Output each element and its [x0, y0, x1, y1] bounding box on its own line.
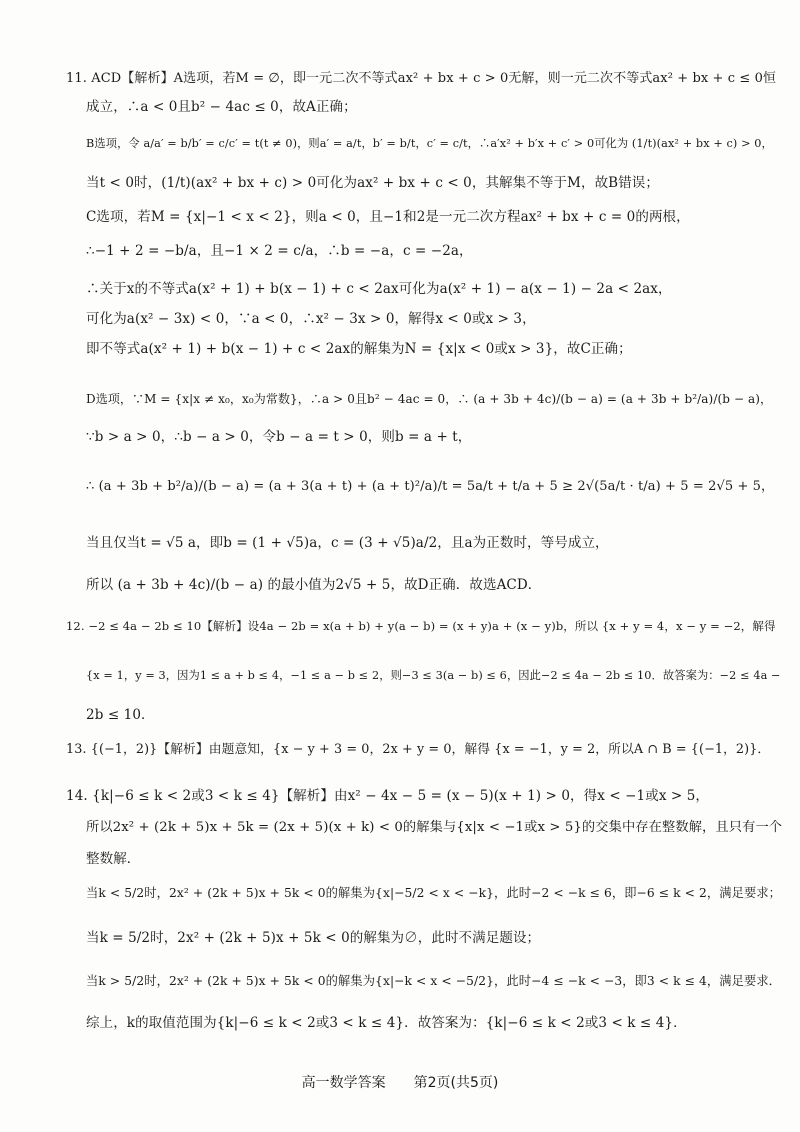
- q13-line-1: 13. {(−1，2)}【解析】由题意知，{x − y + 3 = 0，2x + y = 0，解得 {x = −1，y = 2，所以A ∩ B = {(−1，2)}．: [66, 742, 771, 757]
- q14-line-6: 当k > 5/2时，2x² + (2k + 5)x + 5k < 0的解集为{x|−k < x < −5/2}，此时−4 ≤ −k < −3，即3 < k ≤ 4，满足要求．: [86, 974, 782, 988]
- q12-line-2: {x = 1，y = 3，因为1 ≤ a + b ≤ 4，−1 ≤ a − b ≤ 2，则−3 ≤ 3(a − b) ≤ 6，因此−2 ≤ 4a − 2b ≤ 10．故答案为：−2 ≤ 4a −: [86, 669, 781, 682]
- q11-line-3: B选项，令 a/a′ = b/b′ = c/c′ = t(t ≠ 0)，则a′ = a/t，b′ = b/t，c′ = c/t，∴a′x² + b′x + c′ > 0可化为 (1/t)(ax² + bx + c) > 0，: [86, 137, 773, 150]
- page-footer: 高一数学答案 第2页(共5页): [301, 1075, 499, 1091]
- q14-line-3: 整数解．: [86, 851, 141, 867]
- q11-line-5: C选项，若M = {x|−1 < x < 2}，则a < 0，且−1和2是一元二次方程ax² + bx + c = 0的两根，: [86, 209, 690, 225]
- q14-line-2: 所以2x² + (2k + 5)x + 5k = (2x + 5)(x + k) < 0的解集与{x|x < −1或x > 5}的交集中存在整数解，且只有一个: [86, 820, 783, 835]
- q12-line-1: 12. −2 ≤ 4a − 2b ≤ 10【解析】设4a − 2b = x(a + b) + y(a − b) = (x + y)a + (x − y)b，所以 {x + y = 4，x − y = −2，解得: [66, 619, 776, 633]
- q11-line-4: 当t < 0时，(1/t)(ax² + bx + c) > 0可化为ax² + bx + c < 0，其解集不等于M，故B错误；: [86, 175, 660, 191]
- q14-line-7: 综上，k的取值范围为{k|−6 ≤ k < 2或3 < k ≤ 4}．故答案为：{k|−6 ≤ k < 2或3 < k ≤ 4}．: [86, 1015, 687, 1031]
- q11-line-11: ∵b > a > 0，∴b − a > 0，令b − a = t > 0，则b = a + t，: [86, 429, 472, 445]
- q11-line-14: 所以 (a + 3b + 4c)/(b − a) 的最小值为2√5 + 5，故D正确．故选ACD．: [86, 577, 542, 593]
- q11-line-12: ∴ (a + 3b + b²/a)/(b − a) = (a + 3(a + t) + (a + t)²/a)/t = 5a/t + t/a + 5 ≥ 2√(5a/t · t/a) + 5 = 2√5 + 5，: [86, 479, 775, 494]
- q12-line-3: 2b ≤ 10．: [86, 707, 155, 723]
- q14-line-5: 当k = 5/2时，2x² + (2k + 5)x + 5k < 0的解集为∅，此时不满足题设；: [86, 930, 541, 946]
- q11-line-7: ∴关于x的不等式a(x² + 1) + b(x − 1) + c < 2ax可化为a(x² + 1) − a(x − 1) − 2a < 2ax，: [86, 281, 672, 297]
- q11-line-2: 成立，∴a < 0且b² − 4ac ≤ 0，故A正确；: [86, 99, 357, 115]
- q11-line-6: ∴−1 + 2 = −b/a，且−1 × 2 = c/a，∴b = −a，c = −2a，: [86, 243, 473, 259]
- q11-line-10: D选项，∵M = {x|x ≠ x₀，x₀为常数}，∴a > 0且b² − 4ac = 0，∴ (a + 3b + 4c)/(b − a) = (a + 3b + b²/a)/(b − a)，: [86, 392, 773, 406]
- q11-line-1: 11. ACD【解析】A选项，若M = ∅，即一元二次不等式ax² + bx + c > 0无解，则一元二次不等式ax² + bx + c ≤ 0恒: [66, 71, 777, 86]
- q14-line-4: 当k < 5/2时，2x² + (2k + 5)x + 5k < 0的解集为{x|−5/2 < x < −k}，此时−2 < −k ≤ 6，即−6 ≤ k < 2，满足要求；: [86, 886, 782, 900]
- q11-line-9: 即不等式a(x² + 1) + b(x − 1) + c < 2ax的解集为N = {x|x < 0或x > 3}，故C正确；: [86, 341, 632, 357]
- q11-line-13: 当且仅当t = √5 a，即b = (1 + √5)a，c = (3 + √5)a/2，且a为正数时，等号成立，: [86, 535, 609, 551]
- q14-line-1: 14. {k|−6 ≤ k < 2或3 < k ≤ 4}【解析】由x² − 4x − 5 = (x − 5)(x + 1) > 0，得x < −1或x > 5，: [66, 788, 710, 804]
- q11-line-8: 可化为a(x² − 3x) < 0，∵a < 0，∴x² − 3x > 0，解得x < 0或x > 3，: [86, 311, 536, 327]
